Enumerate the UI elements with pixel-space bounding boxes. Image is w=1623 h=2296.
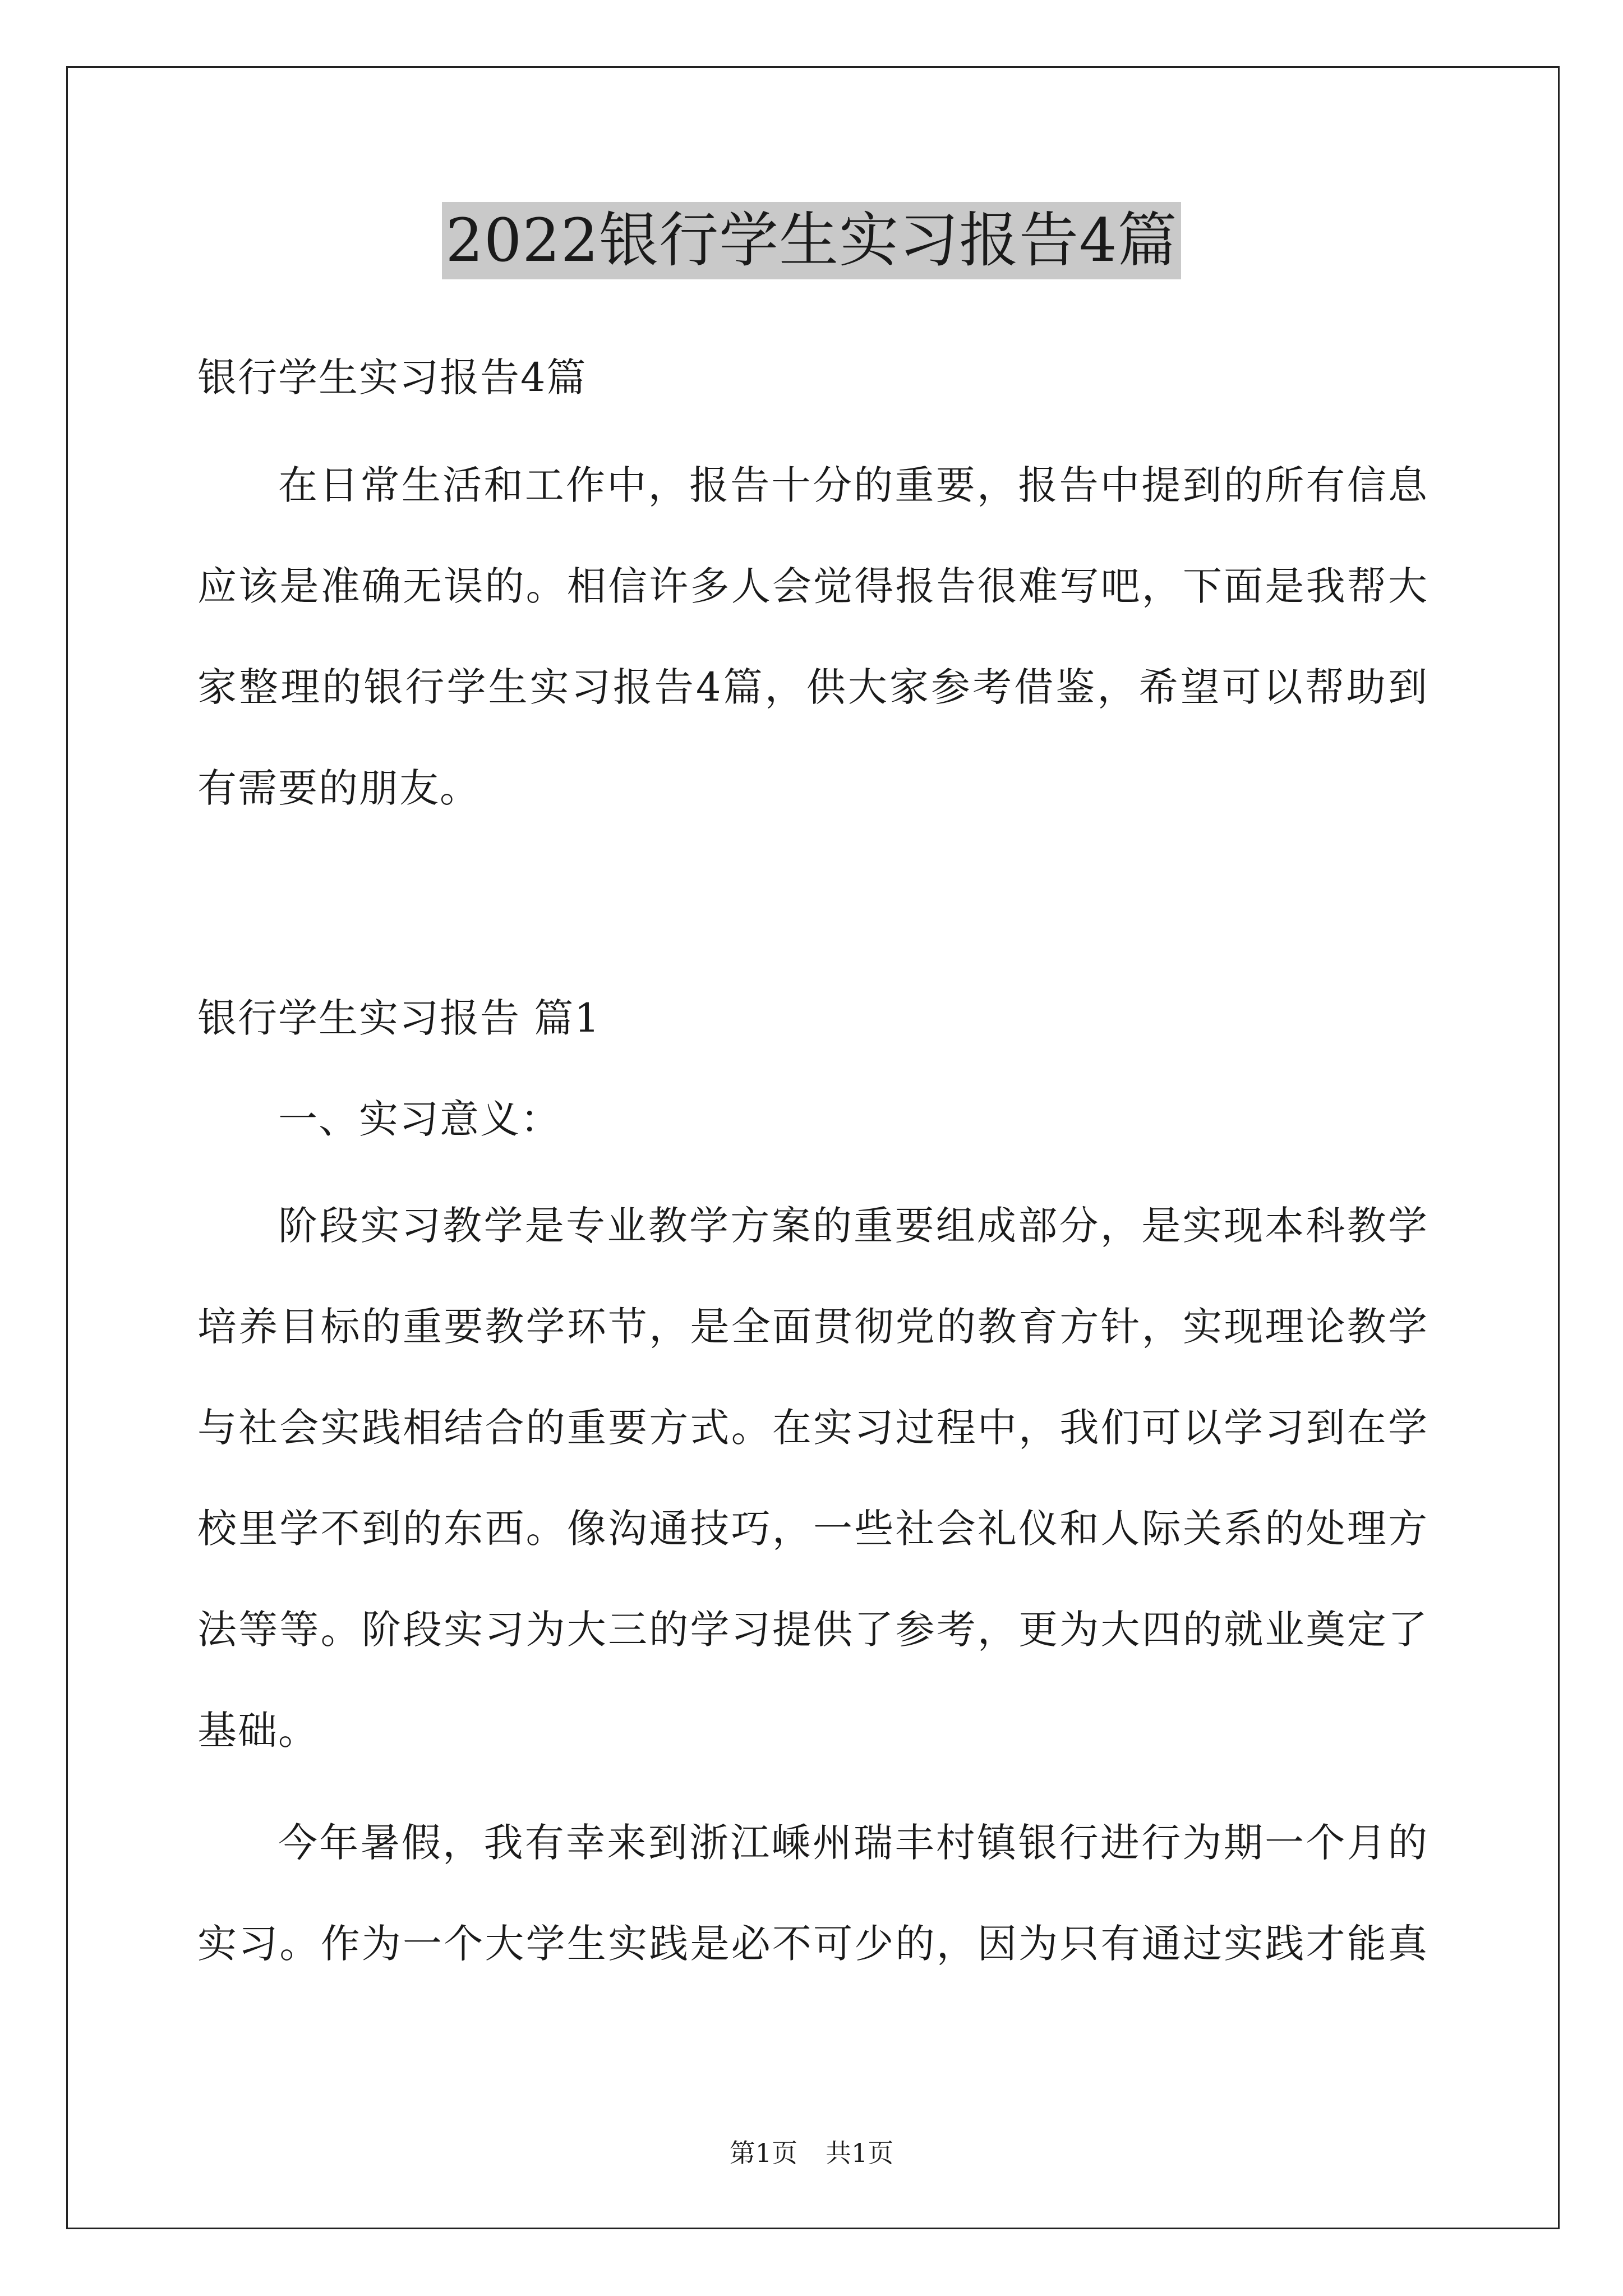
paragraph-line: 法等等。阶段实习为大三的学习提供了参考，更为大四的就业奠定了 <box>197 1607 1428 1653</box>
page-number-total: 共1页 <box>826 2138 894 2168</box>
intro-line: 应该是准确无误的。相信许多人会觉得报告很难写吧，下面是我帮大 <box>197 563 1428 609</box>
document-subtitle: 银行学生实习报告4篇 <box>197 355 587 401</box>
subheading: 一、实习意义： <box>278 1096 561 1142</box>
page-footer <box>0 2136 1623 2170</box>
paragraph-line: 实习。作为一个大学生实践是必不可少的，因为只有通过实践才能真 <box>197 1921 1428 1967</box>
paragraph-line: 与社会实践相结合的重要方式。在实习过程中，我们可以学习到在学 <box>197 1405 1428 1451</box>
section-heading: 银行学生实习报告 篇1 <box>197 995 601 1041</box>
paragraph-line: 阶段实习教学是专业教学方案的重要组成部分，是实现本科教学 <box>278 1203 1428 1249</box>
document-title: 2022银行学生实习报告4篇 <box>442 202 1181 279</box>
paragraph-line: 培养目标的重要教学环节，是全面贯彻党的教育方针，实现理论教学 <box>197 1304 1428 1350</box>
paragraph-line: 基础。 <box>197 1708 319 1754</box>
paragraph-line: 今年暑假，我有幸来到浙江嵊州瑞丰村镇银行进行为期一个月的 <box>278 1820 1428 1866</box>
paragraph-line: 校里学不到的东西。像沟通技巧，一些社会礼仪和人际关系的处理方 <box>197 1506 1428 1552</box>
intro-line: 有需要的朋友。 <box>197 765 480 811</box>
page-number-current: 第1页 <box>729 2138 797 2168</box>
intro-line: 家整理的银行学生实习报告4篇，供大家参考借鉴，希望可以帮助到 <box>197 664 1428 710</box>
intro-line: 在日常生活和工作中，报告十分的重要，报告中提到的所有信息 <box>278 462 1428 508</box>
title-container <box>0 202 1623 279</box>
